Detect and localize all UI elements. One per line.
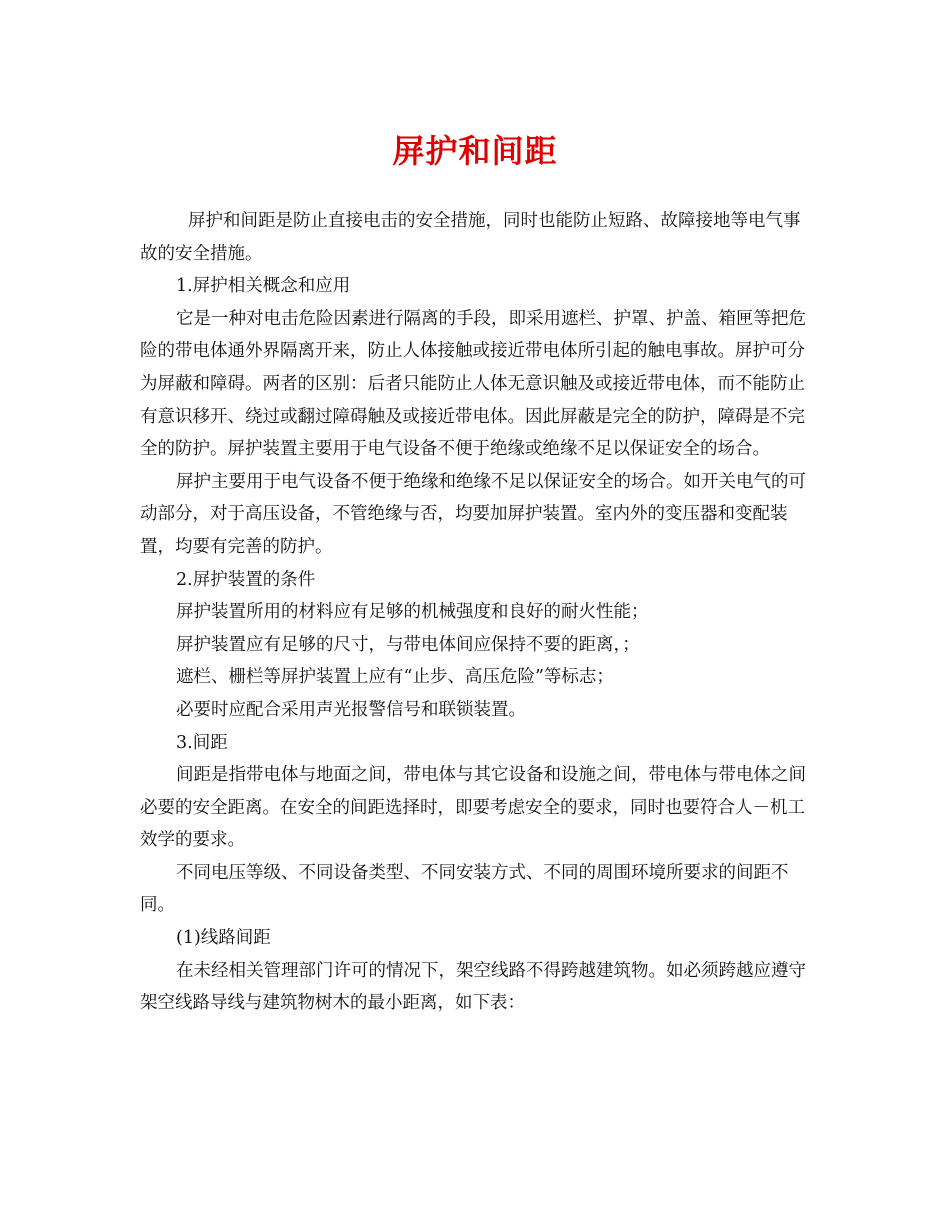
section-heading-2: 2.屏护装置的条件 (176, 569, 316, 590)
section-heading-3: 3.间距 (176, 732, 228, 753)
document-body (140, 205, 816, 1020)
paragraph-shielding-concept: 它是一种对电击危险因素进行隔离的手段，即采用遮栏、护罩、护盖、箱匣等把危险的带电体通外界隔离开来，防止人体接触或接近带电体所引起的触电事故。屏护可分为屏蔽和障碍。两者的区别：后者只能防止人体无意识触及或接近带电体，而不能防止有意识移开、绕过或翻过障碍触及或接近带电体。因此屏蔽是完全的防护，障碍是不完全的防护。屏护装置主要用于电气设备不便于绝缘或绝缘不足以保证安全的场合。 (140, 308, 806, 460)
list-item-condition-1: 屏护装置所用的材料应有足够的机械强度和良好的耐火性能； (176, 602, 649, 623)
paragraph-shielding-usage: 屏护主要用于电气设备不便于绝缘和绝缘不足以保证安全的场合。如开关电气的可动部分，对于高压设备，不管绝缘与否，均要加屏护装置。室内外的变压器和变配装置，均要有完善的防护。 (140, 471, 806, 557)
page-title: 屏护和间距 (392, 132, 558, 170)
paragraph-spacing-varies: 不同电压等级、不同设备类型、不同安装方式、不同的周围环境所要求的间距不同。 (140, 862, 789, 916)
section-heading-1: 1.屏护相关概念和应用 (176, 276, 351, 297)
paragraph-line-spacing: 在未经相关管理部门许可的情况下，架空线路不得跨越建筑物。如必须跨越应遵守架空线路导线与建筑物树木的最小距离，如下表： (140, 960, 806, 1014)
list-item-condition-3: 遮栏、栅栏等屏护装置上应有“止步、高压危险”等标志； (176, 667, 614, 688)
paragraph-intro: 屏护和间距是防止直接电击的安全措施，同时也能防止短路、故障接地等电气事故的安全措施。 (140, 211, 801, 264)
paragraph-spacing-definition: 间距是指带电体与地面之间，带电体与其它设备和设施之间，带电体与带电体之间必要的安全距离。在安全的间距选择时，即要考虑安全的要求，同时也要符合人－机工效学的要求。 (140, 765, 806, 851)
list-item-condition-4: 必要时应配合采用声光报警信号和联锁装置。 (176, 699, 526, 720)
subsection-heading-line-spacing: (1)线路间距 (176, 928, 271, 949)
list-item-condition-2: 屏护装置应有足够的尺寸，与带电体间应保持不要的距离，； (176, 634, 640, 655)
